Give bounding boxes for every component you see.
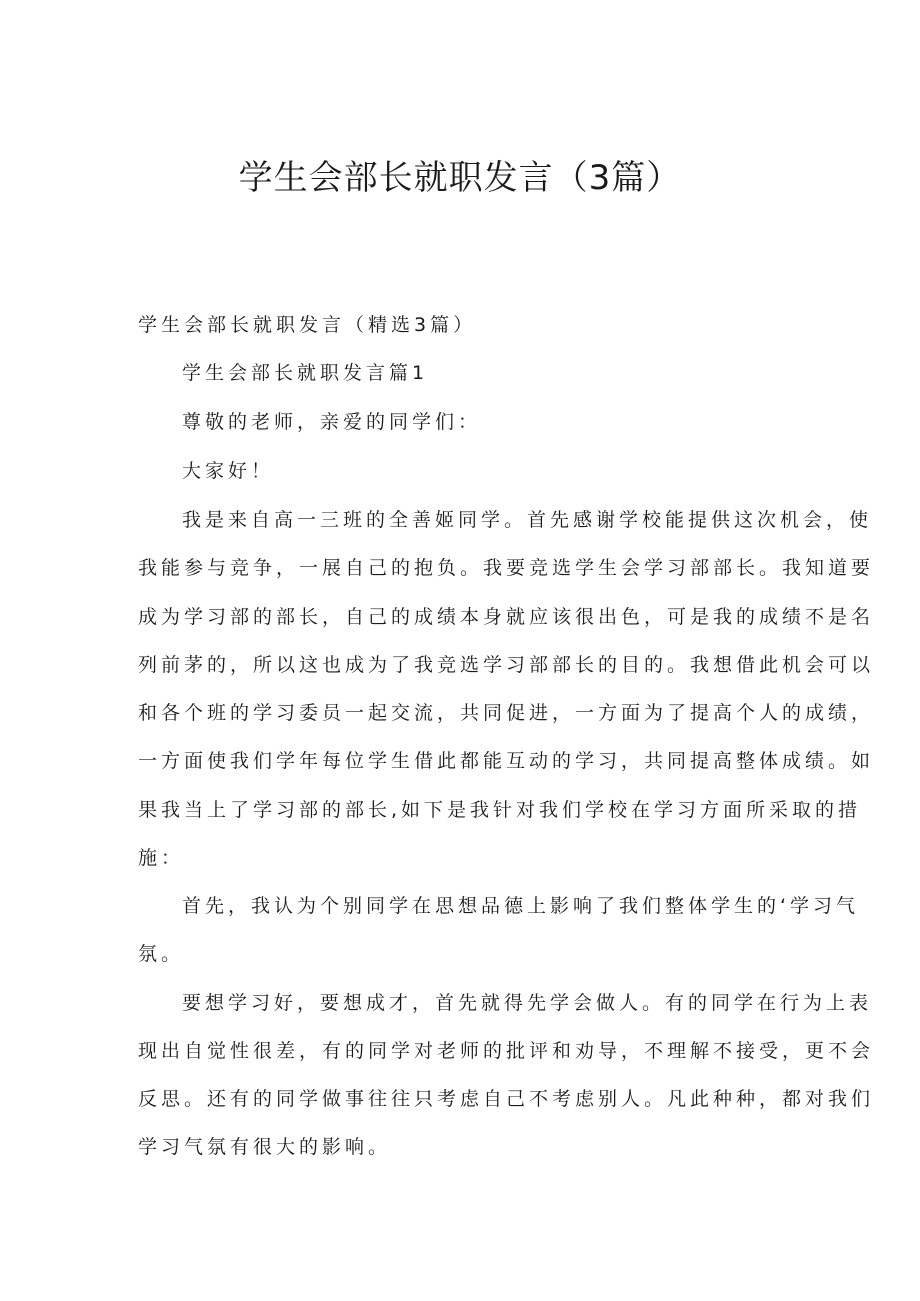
paragraph-line: 反思。还有的同学做事往往只考虑自己不考虑别人。凡此种种，都对我们 (138, 1088, 875, 1110)
section-heading: 学生会部长就职发言篇1 (182, 362, 429, 384)
paragraph-line: 我能参与竞争，一展自己的抱负。我要竞选学生会学习部部长。我知道要 (138, 557, 875, 579)
document-title: 学生会部长就职发言（3篇） (238, 158, 682, 198)
paragraph-line: 我是来自高一三班的全善姬同学。首先感谢学校能提供这次机会，使 (182, 509, 873, 531)
paragraph-line: 要想学习好，要想成才，首先就得先学会做人。有的同学在行为上表 (182, 992, 873, 1014)
paragraph-line: 现出自觉性很差，有的同学对老师的批评和劝导，不理解不接受，更不会 (138, 1040, 875, 1062)
paragraph-line: 施： (138, 847, 185, 869)
paragraph-line: 成为学习部的部长，自己的成绩本身就应该很出色，可是我的成绩不是名 (138, 606, 875, 628)
paragraph-line: 列前茅的，所以这也成为了我竞选学习部部长的目的。我想借此机会可以 (138, 654, 875, 676)
paragraph-line: 果我当上了学习部的部长,如下是我针对我们学校在学习方面所采取的措 (138, 799, 862, 821)
greeting: 大家好！ (182, 460, 275, 482)
paragraph-line: 首先，我认为个别同学在思想品德上影响了我们整体学生的‘学习气 (182, 895, 860, 917)
salutation: 尊敬的老师，亲爱的同学们： (182, 411, 482, 433)
paragraph-line: 一方面使我们学年每位学生借此都能互动的学习，共同提高整体成绩。如 (138, 750, 875, 772)
paragraph-line: 氛。 (138, 943, 185, 965)
paragraph-line: 和各个班的学习委员一起交流，共同促进，一方面为了提高个人的成绩， (138, 702, 875, 724)
paragraph-line: 学习气氛有很大的影响。 (138, 1136, 392, 1158)
document-subtitle: 学生会部长就职发言（精选3篇） (138, 314, 477, 336)
